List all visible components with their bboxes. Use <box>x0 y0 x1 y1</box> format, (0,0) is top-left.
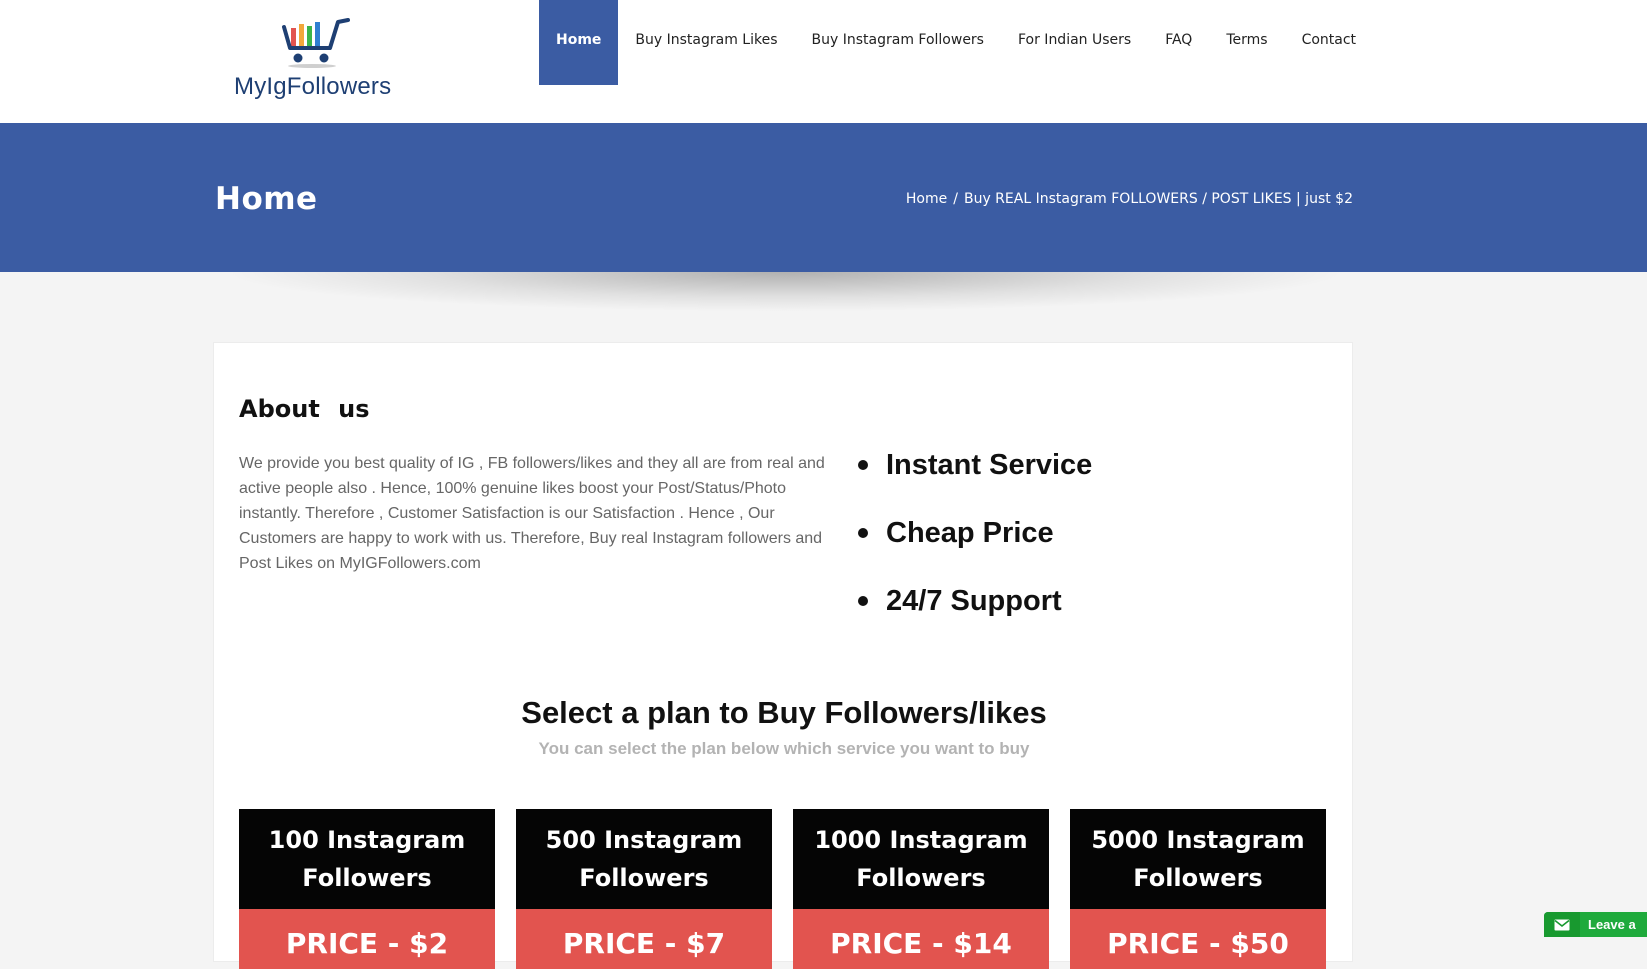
plan-price: PRICE - $7 <box>516 909 772 969</box>
plan-title: 100 Instagram Followers <box>239 809 495 909</box>
bullet-icon <box>858 460 868 470</box>
breadcrumb-separator: / <box>953 191 958 207</box>
plan-price: PRICE - $50 <box>1070 909 1326 969</box>
nav-item-buy-instagram-followers[interactable]: Buy Instagram Followers <box>811 31 984 48</box>
nav-item-terms[interactable]: Terms <box>1226 31 1268 48</box>
envelope-icon <box>1544 912 1580 937</box>
plan-card-500-followers[interactable] <box>516 809 772 969</box>
site-logo[interactable] <box>232 18 402 104</box>
logo-text: MyIgFollowers <box>234 73 392 100</box>
nav-item-buy-instagram-likes[interactable]: Buy Instagram Likes <box>635 31 778 48</box>
bullet-icon <box>858 596 868 606</box>
site-header <box>0 0 1647 123</box>
feature-label: 24/7 Support <box>886 584 1062 617</box>
leave-message-button[interactable] <box>1544 912 1647 937</box>
page-banner <box>0 123 1647 272</box>
feature-list <box>858 431 1092 635</box>
nav-item-contact[interactable]: Contact <box>1301 31 1357 48</box>
nav-item-faq[interactable]: FAQ <box>1165 31 1193 48</box>
feature-label: Cheap Price <box>886 516 1054 549</box>
plan-title: 5000 Instagram Followers <box>1070 809 1326 909</box>
feature-item <box>858 499 1092 567</box>
breadcrumb-home-link[interactable]: Home <box>905 191 948 207</box>
nav-item-for-indian-users[interactable]: For Indian Users <box>1017 31 1132 48</box>
feature-item <box>858 431 1092 499</box>
nav-item-home[interactable]: Home <box>539 0 618 85</box>
plan-price: PRICE - $14 <box>793 909 1049 969</box>
plans-heading: Select a plan to Buy Followers/likes <box>521 695 1047 730</box>
plans-subheading: You can select the plan below which service you want to buy <box>538 739 1030 758</box>
banner-shadow <box>220 272 1350 312</box>
plan-card-1000-followers[interactable] <box>793 809 1049 969</box>
main-nav <box>539 0 1373 85</box>
plan-card-5000-followers[interactable] <box>1070 809 1326 969</box>
feature-item <box>858 567 1092 635</box>
shopping-cart-icon <box>280 18 356 68</box>
plan-price: PRICE - $2 <box>239 909 495 969</box>
leave-message-label: Leave a <box>1588 917 1636 932</box>
plan-title: 1000 Instagram Followers <box>793 809 1049 909</box>
plan-list <box>239 809 1326 969</box>
about-title: About us <box>239 395 370 423</box>
bullet-icon <box>858 528 868 538</box>
feature-label: Instant Service <box>886 448 1093 481</box>
about-text: We provide you best quality of IG , FB followers/likes and they all are from real and active people also . Hence, 100% genuine likes boost your Post/Status/Photo instantly. Therefore , Customer Satisfaction is our Satisfaction . Hence , Our Customers are happy to work with us. Therefore, Buy real Instagram followers and Post Likes on MyIGFollowers.com <box>239 455 825 572</box>
content-card <box>213 342 1353 962</box>
breadcrumb <box>906 191 1353 207</box>
breadcrumb-current: Buy REAL Instagram FOLLOWERS / POST LIKES | just $2 <box>963 191 1353 207</box>
plan-title: 500 Instagram Followers <box>516 809 772 909</box>
page-title: Home <box>215 181 318 217</box>
plan-card-100-followers[interactable] <box>239 809 495 969</box>
